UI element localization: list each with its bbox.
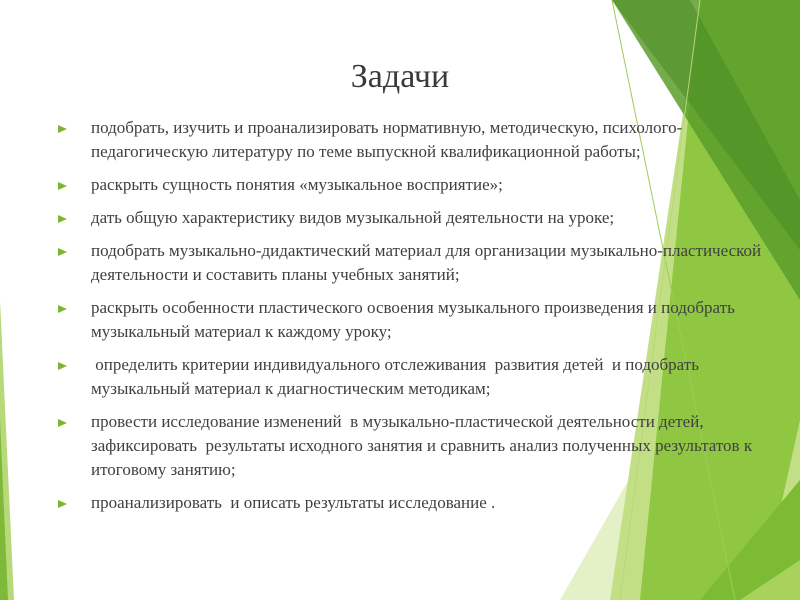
list-item — [58, 410, 778, 482]
list-item-text: провести исследование изменений в музыкально-пластической деятельности детей, зафиксировать результаты исходного занятия и сравнить анализ полученных результатов к итоговому занятию; — [91, 412, 757, 479]
triangle-bullet-icon — [58, 410, 68, 434]
list-item-text: подобрать, изучить и проанализировать нормативную, методическую, психолого-педагогическую литературу по теме выпускной квалификационной работы; — [91, 118, 683, 161]
list-item — [58, 173, 778, 197]
list-item-text: раскрыть сущность понятия «музыкальное восприятие»; — [91, 175, 503, 194]
list-item — [58, 296, 778, 344]
list-item-text: раскрыть особенности пластического освоения музыкального произведения и подобрать музыкальный материал к каждому уроку; — [91, 298, 735, 341]
list-item-text: проанализировать и описать результаты исследование . — [91, 493, 496, 512]
triangle-bullet-icon — [58, 239, 68, 263]
triangle-bullet-icon — [58, 173, 68, 197]
list-item — [58, 116, 778, 164]
slide-title: Задачи — [350, 58, 450, 95]
triangle-bullet-icon — [58, 296, 68, 320]
list-item — [58, 206, 778, 230]
list-item-text: определить критерии индивидуального отслеживания развития детей и подобрать музыкальный материал к диагностическим методикам; — [91, 355, 704, 398]
list-item — [58, 491, 778, 515]
list-item — [58, 239, 778, 287]
triangle-bullet-icon — [58, 491, 68, 515]
triangle-bullet-icon — [58, 353, 68, 377]
list-item-text: подобрать музыкально-дидактический материал для организации музыкально-пластической деятельности и составить планы учебных занятий; — [91, 241, 762, 284]
task-list — [58, 116, 778, 524]
list-item-text: дать общую характеристику видов музыкальной деятельности на уроке; — [91, 208, 615, 227]
triangle-bullet-icon — [58, 206, 68, 230]
triangle-bullet-icon — [58, 116, 68, 140]
list-item — [58, 353, 778, 401]
